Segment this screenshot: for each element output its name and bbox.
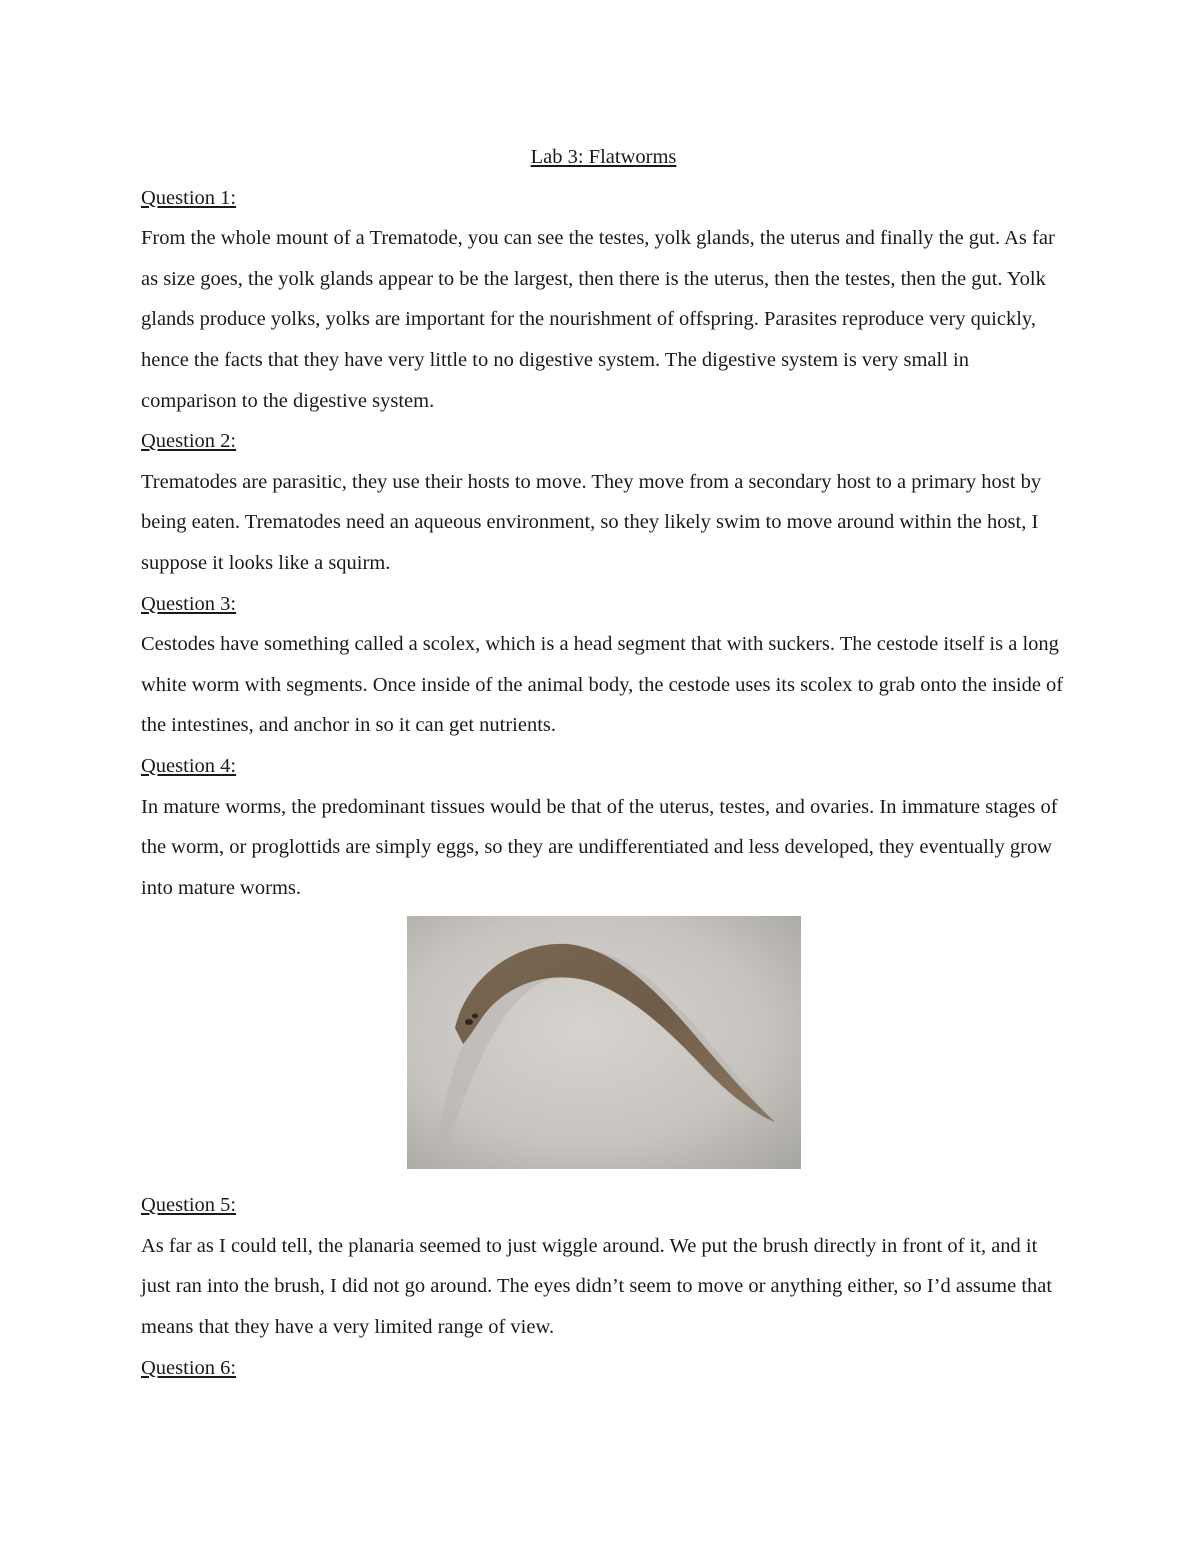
question-1-answer: From the whole mount of a Trematode, you can see the testes, yolk glands, the uterus and finally the gut. As far as size goes, the yolk glands appear to be the largest, then there is the uterus, then the testes, then the gut. Yolk glands produce yolks, yolks are important for the nourishment of offspring. Parasites reproduce very quickly, hence the facts that they have very little to no digestive system. The digestive system is very small in comparison to the digestive system. — [141, 227, 1055, 412]
question-5-heading: Question 5: — [141, 1194, 237, 1217]
question-4-heading: Question 4: — [141, 754, 237, 777]
question-6-heading: Question 6: — [141, 1356, 237, 1379]
planaria-photo — [407, 916, 801, 1169]
question-2-heading: Question 2: — [141, 430, 237, 453]
question-3-answer: Cestodes have something called a scolex, which is a head segment that with suckers. The cestode itself is a long white worm with segments. Once inside of the animal body, the cestode uses its scolex to grab onto the inside of the intestines, and anchor in so it can get nutrients. — [141, 633, 1064, 737]
worm-eye — [465, 1019, 473, 1025]
question-4-answer: In mature worms, the predominant tissues would be that of the uterus, testes, and ovaries. In immature stages of the worm, or proglottids are simply eggs, so they are undifferentiated and less developed, they eventually grow into mature worms. — [141, 795, 1058, 899]
planaria-photo-graphic — [407, 916, 801, 1169]
worm-eye — [472, 1014, 478, 1019]
document-title: Lab 3: Flatworms — [530, 146, 677, 168]
question-3-heading: Question 3: — [141, 592, 237, 615]
document-body — [141, 137, 1066, 1388]
question-5-answer: As far as I could tell, the planaria seemed to just wiggle around. We put the brush directly in front of it, and it just ran into the brush, I did not go around. The eyes didn’t seem to move or anything either, so I’d assume that means that they have a very limited range of view. — [141, 1234, 1053, 1339]
question-1-heading: Question 1: — [141, 186, 237, 209]
question-2-answer: Trematodes are parasitic, they use their hosts to move. They move from a secondary host to a primary host by being eaten. Trematodes need an aqueous environment, so they likely swim to move around within the host, I suppose it looks like a squirm. — [141, 470, 1042, 574]
